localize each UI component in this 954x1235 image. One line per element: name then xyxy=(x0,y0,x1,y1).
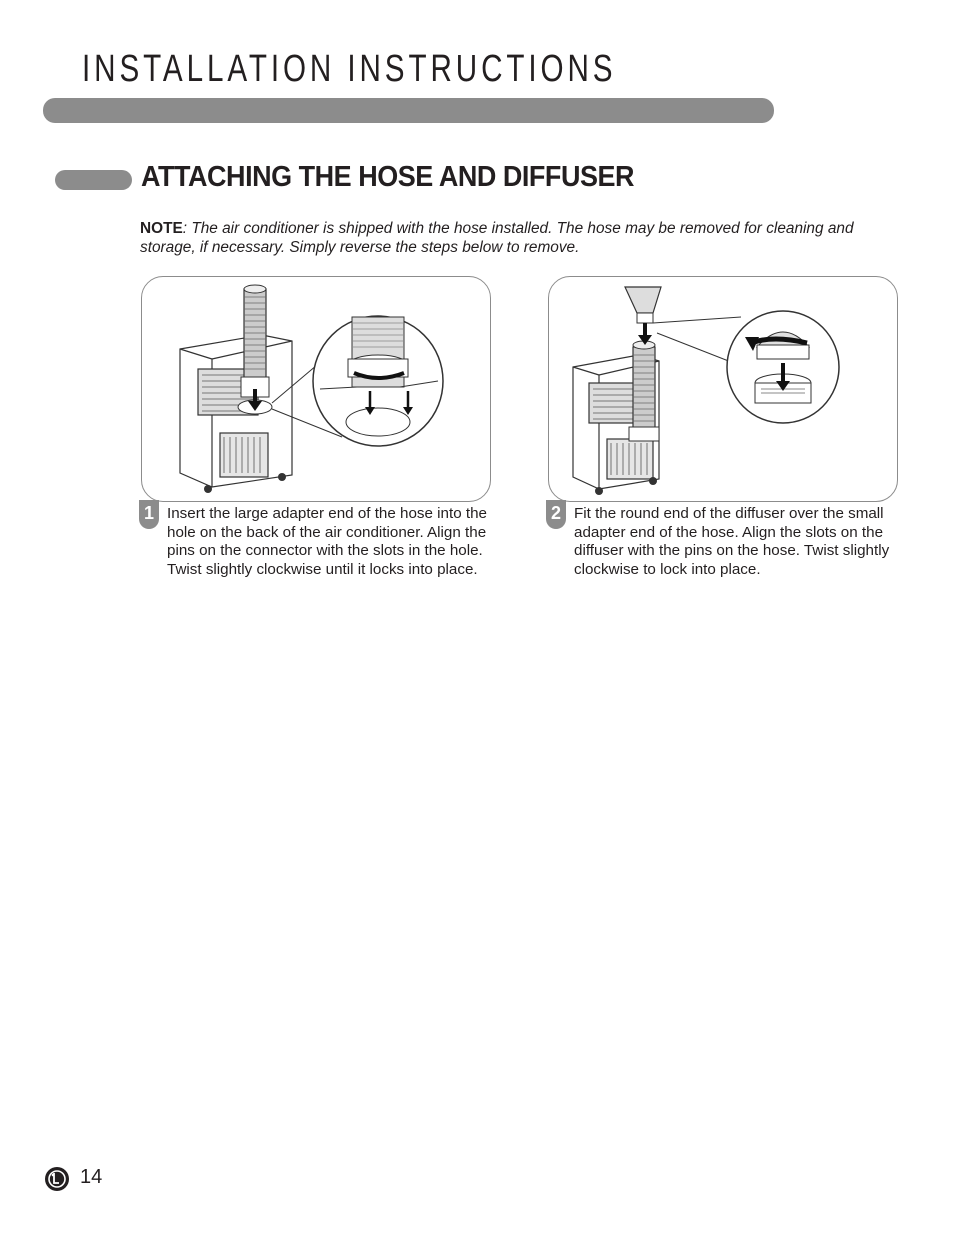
lg-logo-icon xyxy=(44,1166,70,1192)
page-number: 14 xyxy=(80,1166,103,1188)
section-title: ATTACHING THE HOSE AND DIFFUSER xyxy=(141,161,635,193)
note-label: NOTE xyxy=(140,220,183,237)
step-1-illustration xyxy=(141,276,491,502)
section-pill xyxy=(55,170,132,190)
step-1-number: 1 xyxy=(139,500,159,529)
note xyxy=(140,219,890,257)
note-text: : The air conditioner is shipped with the hose installed. The hose may be removed for cleaning and storage, if necessary. Simply reverse the steps below to remove. xyxy=(140,220,854,256)
step-1-text: Insert the large adapter end of the hose into the hole on the back of the air conditioner. Align the pins on the connector with the slots in the hole. Twist slightly clockwise until it locks into place. xyxy=(167,505,488,578)
step-2-text: Fit the round end of the diffuser over the small adapter end of the hose. Align the slots on the diffuser with the pins on the hose. Twist slightly clockwise to lock into place. xyxy=(574,505,890,578)
page-header-title: INSTALLATION INSTRUCTIONS xyxy=(82,48,617,90)
header-bar xyxy=(43,98,774,123)
step-2-number: 2 xyxy=(546,500,566,529)
step-2-illustration xyxy=(548,276,898,502)
